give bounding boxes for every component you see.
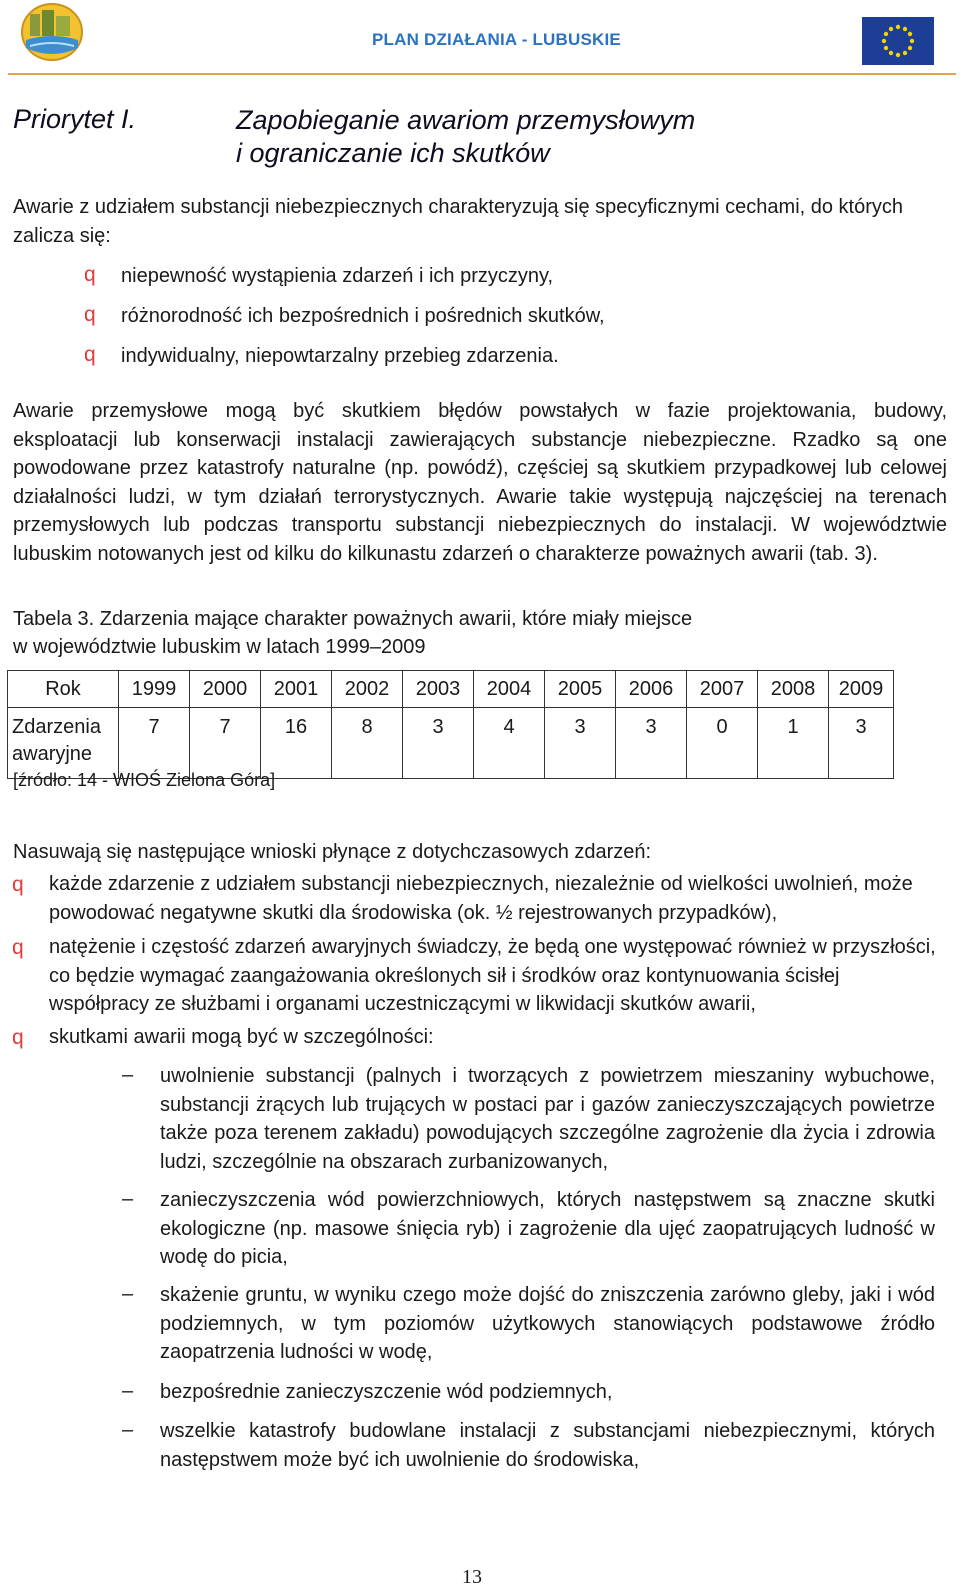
effect-line: ludzi, szczególnie na obszarach zurbanizowanych, (160, 1150, 609, 1173)
bullet-marker: q (12, 1026, 24, 1049)
page-number: 13 (462, 1566, 482, 1588)
effect-line: zaopatrzenia ludności w wodę, (160, 1341, 433, 1363)
table-row-header (8, 708, 119, 779)
count-cell: 7 (190, 708, 261, 779)
year-cell: 1999 (119, 671, 190, 708)
conclusion-item (49, 933, 936, 1019)
row-header-line: Zdarzenia (12, 716, 101, 738)
count-cell: 1 (758, 708, 829, 779)
conclusion-line: każde zdarzenie z udziałem substancji niebezpiecznych, niezależnie od wielkości uwolnień, może (49, 873, 913, 895)
conclusion-line: współpracy ze służbami i organami uczestniczącymi w likwidacji skutków awarii, (49, 993, 756, 1015)
conclusion-item: skutkami awarii mogą być w szczególności: (49, 1026, 434, 1048)
paragraph-line: działalności ludzi, w tym działań terrorystycznych. Awarie takie występują najczęściej na terenach (13, 485, 947, 508)
count-cell: 3 (829, 708, 894, 779)
dash-marker: – (122, 1188, 134, 1210)
table-row-years (8, 671, 894, 708)
year-cell: 2005 (545, 671, 616, 708)
conclusion-line: natężenie i częstość zdarzeń awaryjnych świadczy, że będą one występować również w przyszłości, (49, 936, 936, 958)
intro-bullet-item: różnorodność ich bezpośrednich i pośrednich skutków, (121, 305, 605, 327)
table-caption-line: Tabela 3. Zdarzenia mające charakter poważnych awarii, które miały miejsce (13, 608, 693, 630)
count-cell: 8 (332, 708, 403, 779)
effect-line: wodę do picia, (160, 1246, 288, 1268)
paragraph-line: Awarie przemysłowe mogą być skutkiem błędów powstałych w fazie projektowania, budowy, (13, 400, 947, 422)
dash-marker: – (122, 1064, 134, 1086)
priority-title (236, 104, 695, 170)
year-cell: 2009 (829, 671, 894, 708)
effect-line: następstwem może być ich uwolnienie do środowiska, (160, 1448, 640, 1471)
intro-paragraph (13, 193, 947, 250)
paragraph-line: lubuskim notowanych jest od kilku do kilkunastu zdarzeń o charakterze poważnych awarii (tab. 3). (13, 542, 878, 565)
priority-title-line: Zapobieganie awariom przemysłowym (236, 105, 696, 135)
priority-label: Priorytet I. (13, 104, 137, 134)
conclusion-item (49, 870, 913, 927)
effect-item (160, 1281, 935, 1367)
table-row-header: Rok (8, 671, 119, 708)
bullet-marker: q (84, 343, 96, 366)
intro-bullet-item: niepewność wystąpienia zdarzeń i ich przyczyny, (121, 265, 554, 287)
count-cell: 3 (403, 708, 474, 779)
year-cell: 2008 (758, 671, 829, 708)
intro-line: zalicza się: (13, 224, 111, 247)
effect-item (160, 1186, 935, 1272)
year-cell: 2000 (190, 671, 261, 708)
effect-line: zanieczyszczenia wód powierzchniowych, których następstwem są znaczne skutki (160, 1189, 935, 1211)
effect-item (160, 1062, 935, 1176)
count-cell: 3 (545, 708, 616, 779)
table-source: [źródło: 14 - WIOŚ Zielona Góra] (13, 770, 276, 790)
year-cell: 2004 (474, 671, 545, 708)
intro-bullet-item: indywidualny, niepowtarzalny przebieg zdarzenia. (121, 345, 559, 367)
table-caption-line: w województwie lubuskim w latach 1999–2009 (13, 636, 426, 658)
priority-title-line: i ograniczanie ich skutków (236, 138, 550, 168)
dash-marker: – (122, 1380, 134, 1402)
paragraph-line: eksploatacji lub konserwacji instalacji zawierających substancje niebezpieczne. Rzadko są one (13, 428, 947, 451)
effect-line: wszelkie katastrofy budowlane instalacji z substancjami niebezpiecznymi, których (160, 1420, 935, 1442)
effect-item (160, 1378, 935, 1407)
dash-marker: – (122, 1283, 134, 1305)
effect-line: substancji żrących lub trujących w postaci par i gazów zanieczyszczających powietrze (160, 1093, 935, 1116)
effect-item (160, 1417, 935, 1474)
table-row-counts (8, 708, 894, 779)
year-cell: 2002 (332, 671, 403, 708)
dash-marker: – (122, 1419, 134, 1441)
effect-line: ekologiczne (np. masowe śnięcia ryb) i zagrożenie dla ujęć zaopatrujących ludność w (160, 1217, 935, 1240)
bullet-marker: q (84, 263, 96, 286)
intro-line: Awarie z udziałem substancji niebezpiecznych charakteryzują się specyficznymi cechami, do których (13, 196, 904, 218)
regional-landscape-logo-icon (20, 2, 84, 62)
bullet-marker: q (12, 873, 24, 896)
bullet-marker: q (12, 936, 24, 959)
paragraph-line: powodowane przez katastrofy naturalne (np. powódź), częściej są skutkiem przypadkowej lub celowej (13, 457, 947, 479)
header-divider (8, 73, 956, 75)
effect-line: podziemnych, w tym poziomów użytkowych stanowiących podstawowe źródło (160, 1312, 935, 1335)
count-cell: 3 (616, 708, 687, 779)
count-cell: 7 (119, 708, 190, 779)
year-cell: 2007 (687, 671, 758, 708)
effect-line: uwolnienie substancji (palnych i tworzących z powietrzem mieszaniny wybuchowe, (160, 1065, 935, 1087)
effect-line: bezpośrednie zanieczyszczenie wód podziemnych, (160, 1381, 613, 1403)
paragraph-line: przemysłowych lub podczas transportu substancji niebezpiecznych do instalacji. W województwie (13, 514, 947, 536)
year-cell: 2006 (616, 671, 687, 708)
table-caption (13, 605, 947, 661)
header-title: PLAN DZIAŁANIA - LUBUSKIE (372, 30, 621, 49)
effect-line: także poza terenem zakładu) powodujących szczególne zagrożenie dla życia i zdrowia (160, 1122, 935, 1144)
year-cell: 2001 (261, 671, 332, 708)
year-cell: 2003 (403, 671, 474, 708)
count-cell: 4 (474, 708, 545, 779)
eu-flag-icon (862, 17, 934, 65)
row-header-line: awaryjne (12, 743, 93, 765)
count-cell: 16 (261, 708, 332, 779)
incidents-table (7, 670, 894, 779)
body-paragraph (13, 397, 947, 568)
conclusion-line: powodować negatywne skutki dla środowiska (ok. ½ rejestrowanych przypadków), (49, 901, 778, 924)
bullet-marker: q (84, 303, 96, 326)
count-cell: 0 (687, 708, 758, 779)
effect-line: skażenie gruntu, w wyniku czego może dojść do zniszczenia zarówno gleby, jaki i wód (160, 1284, 935, 1306)
conclusions-heading: Nasuwają się następujące wnioski płynące z dotychczasowych zdarzeń: (13, 841, 652, 863)
conclusion-line: co będzie wymagać zaangażowania określonych sił i środków oraz kontynuowania ścisłej (49, 964, 840, 987)
